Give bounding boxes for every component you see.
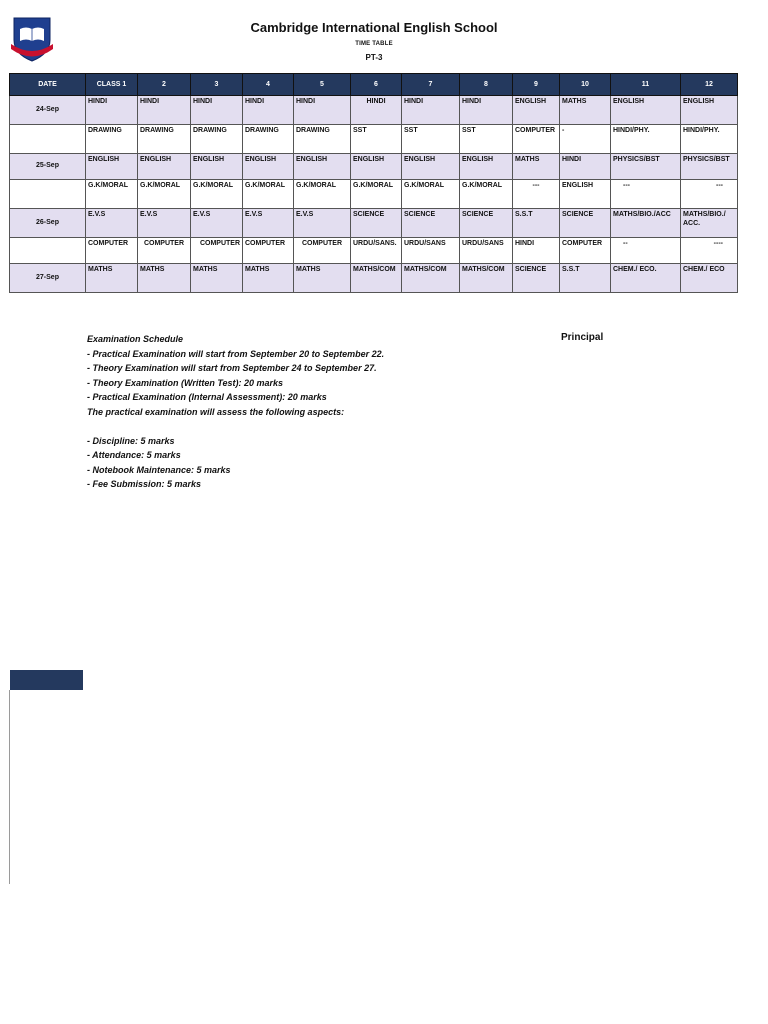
- column-header: 12: [681, 74, 738, 96]
- subject-cell: G.K/MORAL: [86, 180, 138, 209]
- subject-cell: SCIENCE: [513, 264, 560, 293]
- subject-cell: G.K/MORAL: [138, 180, 191, 209]
- subject-cell: MATHS: [560, 96, 611, 125]
- subject-cell: MATHS/BIO./ACC: [611, 209, 681, 238]
- notes-line: - Attendance: 5 marks: [87, 450, 181, 460]
- subject-cell: DRAWING: [191, 125, 243, 154]
- subject-cell: ENGLISH: [402, 154, 460, 180]
- date-cell: 26-Sep: [10, 209, 86, 238]
- subject-cell: G.K/MORAL: [351, 180, 402, 209]
- subject-cell: HINDI: [86, 96, 138, 125]
- notes-line: - Discipline: 5 marks: [87, 435, 175, 446]
- column-header: 8: [460, 74, 513, 96]
- column-header: DATE: [10, 74, 86, 96]
- table-row: [10, 238, 738, 264]
- subject-cell: ENGLISH: [138, 154, 191, 180]
- subject-cell: DRAWING: [294, 125, 351, 154]
- date-cell: 25-Sep: [10, 154, 86, 180]
- column-header: 2: [138, 74, 191, 96]
- table-row: [10, 264, 738, 293]
- subject-cell: MATHS/COM: [402, 264, 460, 293]
- notes-line: The practical examination will assess the following aspects:: [87, 406, 345, 417]
- subject-cell: SCIENCE: [402, 209, 460, 238]
- subject-cell: URDU/SANS.: [351, 238, 402, 264]
- subject-cell: PHYSICS/BST: [681, 154, 738, 180]
- subject-cell: E.V.S: [138, 209, 191, 238]
- subject-cell: ENGLISH: [611, 96, 681, 125]
- subject-cell: ENGLISH: [191, 154, 243, 180]
- subject-cell: PHYSICS/BST: [611, 154, 681, 180]
- subject-cell: HINDI: [138, 96, 191, 125]
- decorative-vertical-line: [9, 690, 10, 884]
- subject-cell: COMPUTER: [86, 238, 138, 264]
- subject-cell: HINDI: [513, 238, 560, 264]
- subject-cell: ENGLISH: [243, 154, 294, 180]
- subject-cell: COMPUTER: [294, 238, 351, 264]
- notes-line: - Theory Examination (Written Test): 20 marks: [87, 377, 284, 388]
- subject-cell: -: [560, 125, 611, 154]
- subject-cell: ---: [513, 180, 560, 209]
- subject-cell: MATHS: [86, 264, 138, 293]
- subject-cell: SCIENCE: [351, 209, 402, 238]
- subject-cell: E.V.S: [294, 209, 351, 238]
- subject-cell: G.K/MORAL: [243, 180, 294, 209]
- subject-cell: SCIENCE: [560, 209, 611, 238]
- subject-cell: MATHS/COM: [460, 264, 513, 293]
- table-row: [10, 209, 738, 238]
- notes-line: - Notebook Maintenance: 5 marks: [87, 464, 231, 475]
- subject-cell: G.K/MORAL: [191, 180, 243, 209]
- table-row: [10, 96, 738, 125]
- column-header: 11: [611, 74, 681, 96]
- subject-cell: ENGLISH: [513, 96, 560, 125]
- subject-cell: COMPUTER: [560, 238, 611, 264]
- notes-blank-line: [87, 419, 384, 434]
- subject-cell: MATHS: [243, 264, 294, 293]
- column-header: CLASS 1: [86, 74, 138, 96]
- subject-cell: DRAWING: [86, 125, 138, 154]
- subject-cell: ---: [611, 180, 681, 209]
- subject-cell: HINDI: [460, 96, 513, 125]
- column-header: 5: [294, 74, 351, 96]
- timetable-header-row: [10, 74, 738, 96]
- date-cell: [10, 238, 86, 264]
- date-cell: 27-Sep: [10, 264, 86, 293]
- subject-cell: MATHS/COM: [351, 264, 402, 293]
- date-cell: 24-Sep: [10, 96, 86, 125]
- subject-cell: COMPUTER: [243, 238, 294, 264]
- notes-heading: Examination Schedule: [87, 334, 184, 344]
- decorative-navy-block: [10, 670, 83, 690]
- table-row: [10, 125, 738, 154]
- subject-cell: S.S.T: [560, 264, 611, 293]
- subject-cell: COMPUTER: [513, 125, 560, 154]
- school-name: Cambridge International English School: [250, 20, 498, 35]
- column-header: 3: [191, 74, 243, 96]
- notes-line: - Practical Examination (Internal Assessment): 20 marks: [87, 392, 327, 402]
- subject-cell: HINDI/PHY.: [681, 125, 738, 154]
- subject-cell: ENGLISH: [560, 180, 611, 209]
- subject-cell: COMPUTER: [138, 238, 191, 264]
- subject-cell: S.S.T: [513, 209, 560, 238]
- column-header: 10: [560, 74, 611, 96]
- subject-cell: ---: [681, 180, 738, 209]
- subject-cell: CHEM./ ECO: [681, 264, 738, 293]
- subject-cell: HINDI: [402, 96, 460, 125]
- subject-cell: MATHS: [191, 264, 243, 293]
- subject-cell: SCIENCE: [460, 209, 513, 238]
- column-header: 6: [351, 74, 402, 96]
- table-row: [10, 180, 738, 209]
- subject-cell: ----: [681, 238, 738, 264]
- subject-cell: HINDI: [191, 96, 243, 125]
- subject-cell: --: [611, 238, 681, 264]
- subject-cell: HINDI: [351, 96, 402, 125]
- subject-cell: DRAWING: [138, 125, 191, 154]
- subject-cell: MATHS: [294, 264, 351, 293]
- subject-cell: G.K/MORAL: [402, 180, 460, 209]
- notes-line: - Theory Examination will start from September 24 to September 27.: [87, 363, 377, 373]
- subject-cell: E.V.S: [191, 209, 243, 238]
- test-name: PT-3: [365, 53, 383, 62]
- subject-cell: G.K/MORAL: [294, 180, 351, 209]
- subject-cell: G.K/MORAL: [460, 180, 513, 209]
- subject-cell: HINDI: [243, 96, 294, 125]
- date-cell: [10, 125, 86, 154]
- subject-cell: ENGLISH: [681, 96, 738, 125]
- column-header: 7: [402, 74, 460, 96]
- subject-cell: URDU/SANS: [402, 238, 460, 264]
- subject-cell: HINDI: [294, 96, 351, 125]
- subject-cell: SST: [460, 125, 513, 154]
- subject-cell: HINDI/PHY.: [611, 125, 681, 154]
- subject-cell: CHEM./ ECO.: [611, 264, 681, 293]
- principal-signature-label: Principal: [561, 332, 604, 343]
- date-cell: [10, 180, 86, 209]
- subject-cell: ENGLISH: [86, 154, 138, 180]
- examination-notes: [87, 332, 384, 492]
- document-type: TIME TABLE: [355, 41, 393, 47]
- subject-cell: URDU/SANS: [460, 238, 513, 264]
- subject-cell: SST: [351, 125, 402, 154]
- subject-cell: E.V.S: [243, 209, 294, 238]
- subject-cell: ENGLISH: [460, 154, 513, 180]
- column-header: 4: [243, 74, 294, 96]
- notes-line: - Practical Examination will start from September 20 to September 22.: [87, 348, 385, 359]
- subject-cell: E.V.S: [86, 209, 138, 238]
- subject-cell: SST: [402, 125, 460, 154]
- subject-cell: COMPUTER: [191, 238, 243, 264]
- subject-cell: MATHS: [513, 154, 560, 180]
- notes-line: - Fee Submission: 5 marks: [87, 479, 202, 489]
- subject-cell: ENGLISH: [294, 154, 351, 180]
- subject-cell: ENGLISH: [351, 154, 402, 180]
- subject-cell: MATHS: [138, 264, 191, 293]
- timetable: [9, 73, 738, 293]
- subject-cell: HINDI: [560, 154, 611, 180]
- table-row: [10, 154, 738, 180]
- subject-cell: DRAWING: [243, 125, 294, 154]
- column-header: 9: [513, 74, 560, 96]
- subject-cell: MATHS/BIO./ ACC.: [681, 209, 738, 238]
